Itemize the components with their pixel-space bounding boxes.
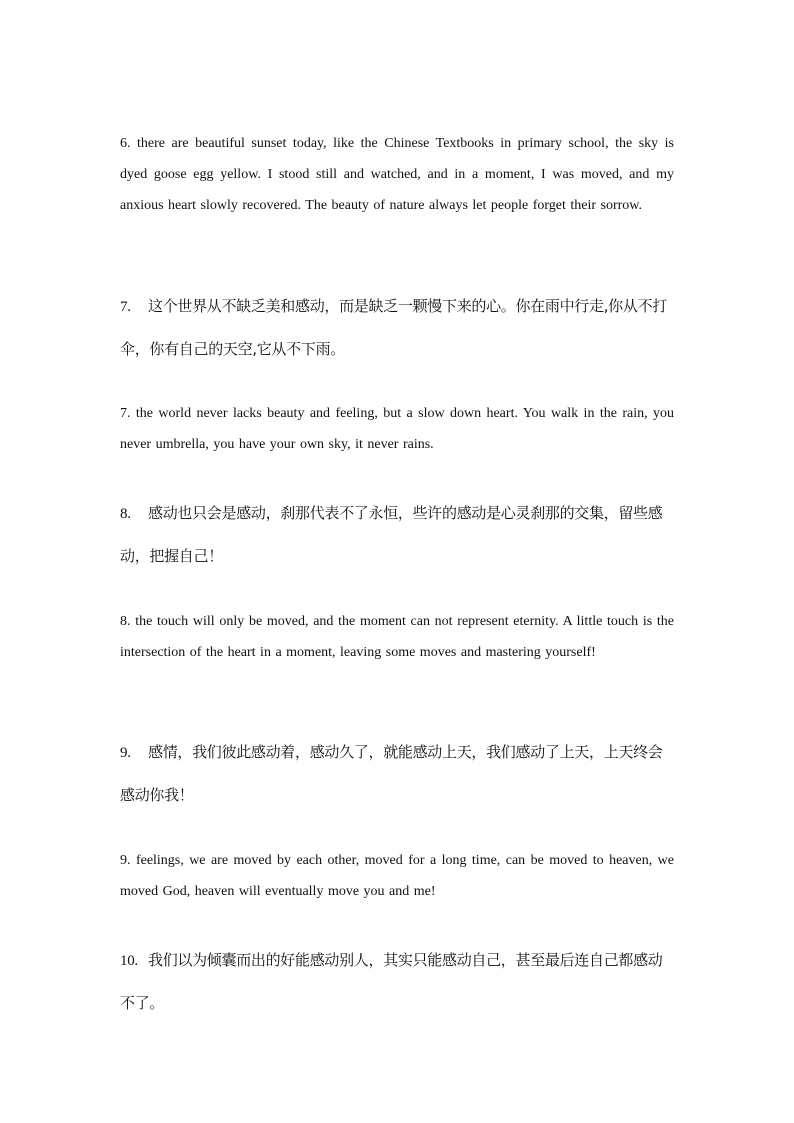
paragraph-number: 8. [120, 506, 131, 522]
paragraph-7-chinese [120, 285, 674, 370]
paragraph-text: the world never lacks beauty and feeling, but a slow down heart. You walk in the rain, you never umbrella, you have your own sky, it never rains. [120, 406, 675, 452]
paragraph-number: 7. [120, 299, 131, 315]
paragraph-number: 6. [120, 136, 131, 151]
paragraph-text: 我们以为倾囊而出的好能感动别人，其实只能感动自己，甚至最后连自己都感动不了。 [120, 951, 663, 1012]
paragraph-10-chinese [120, 939, 674, 1024]
paragraph-7-english [120, 398, 674, 460]
paragraph-text: 感动也只会是感动，刹那代表不了永恒，些许的感动是心灵刹那的交集，留些感动，把握自己！ [120, 504, 663, 565]
paragraph-text: the touch will only be moved, and the moment can not represent eternity. A little touch is the intersection of the heart in a moment, leaving some moves and mastering yourself! [120, 614, 675, 660]
paragraph-8-english [120, 606, 674, 668]
paragraph-text: 感情，我们彼此感动着，感动久了，就能感动上天，我们感动了上天，上天终会感动你我！ [120, 743, 663, 804]
paragraph-text: there are beautiful sunset today, like the Chinese Textbooks in primary school, the sky is dyed goose egg yellow. I stood still and watched, and in a moment, I was moved, and my anxious heart slowly recovered. The beauty of nature always let people forget their sorrow. [120, 136, 675, 213]
paragraph-number: 9. [120, 745, 131, 761]
paragraph-number: 8. [120, 614, 131, 629]
paragraph-8-chinese [120, 492, 674, 577]
paragraph-9-english [120, 845, 674, 907]
paragraph-6-english [120, 128, 674, 221]
paragraph-text: feelings, we are moved by each other, moved for a long time, can be moved to heaven, we moved God, heaven will eventually move you and me! [120, 853, 674, 899]
paragraph-number: 9. [120, 853, 131, 868]
paragraph-text: 这个世界从不缺乏美和感动，而是缺乏一颗慢下来的心。你在雨中行走,你从不打伞，你有自己的天空,它从不下雨。 [120, 297, 667, 358]
paragraph-9-chinese [120, 731, 674, 816]
paragraph-number: 10. [120, 953, 138, 969]
paragraph-number: 7. [120, 406, 131, 421]
